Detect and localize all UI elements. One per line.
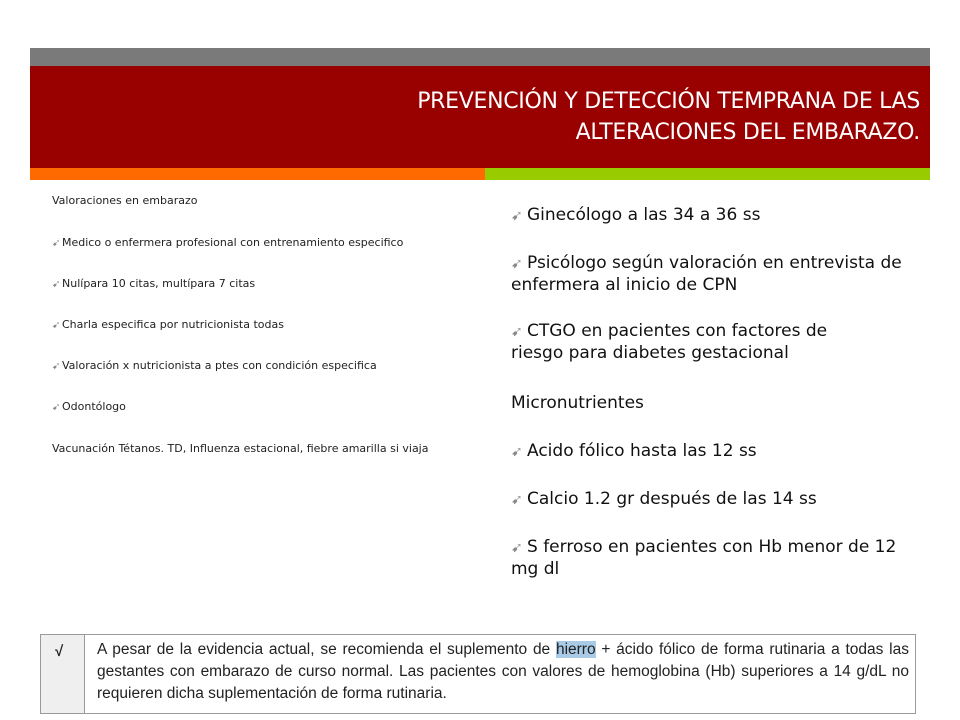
list-item [52, 237, 452, 250]
left-item-text: Odontólogo [62, 400, 126, 413]
slide-title [360, 86, 920, 148]
right-item-text: Calcio 1.2 gr después de las 14 ss [527, 489, 817, 509]
arrow-bullet-icon: ➹ [511, 208, 523, 224]
left-item-text: Valoración x nutricionista a ptes con condición especifica [62, 359, 377, 372]
list-item [511, 253, 906, 296]
list-item [511, 393, 911, 414]
title-line-1: PREVENCIÓN Y DETECCIÓN TEMPRANA DE LAS [417, 89, 920, 114]
left-item-text: Charla especifica por nutricionista todas [62, 318, 284, 331]
list-item [52, 195, 452, 207]
list-item [511, 321, 871, 364]
right-item-text: Micronutrientes [511, 393, 644, 413]
arrow-bullet-icon: ➹ [52, 238, 61, 249]
arrow-bullet-icon: ➹ [511, 540, 523, 556]
left-item-text: Vacunación Tétanos. TD, Influenza estacional, fiebre amarilla si viaja [52, 442, 429, 455]
highlighted-word: hierro [555, 641, 596, 658]
list-item [511, 489, 911, 511]
list-item [52, 401, 452, 414]
orange-stripe [30, 168, 485, 180]
list-item [52, 319, 452, 332]
left-item-text: Nulípara 10 citas, multípara 7 citas [62, 277, 256, 290]
right-item-text: S ferroso en pacientes con Hb menor de 12 mg dl [511, 537, 897, 579]
left-item-text: Valoraciones en embarazo [52, 194, 198, 207]
recommendation-text [97, 639, 909, 705]
arrow-bullet-icon: ➹ [52, 320, 61, 331]
green-stripe [485, 168, 930, 180]
title-banner [30, 66, 930, 168]
list-item [52, 443, 432, 455]
arrow-bullet-icon: ➹ [52, 279, 61, 290]
arrow-bullet-icon: ➹ [511, 256, 523, 272]
recommendation-box [40, 634, 916, 714]
right-item-text: Acido fólico hasta las 12 ss [527, 441, 757, 461]
right-item-text: Ginecólogo a las 34 a 36 ss [527, 205, 761, 225]
note-text-after: + ácido fólico de forma rutinaria a todas las gestantes con embarazo de curso normal. Las pacientes con valores de hemoglobina (Hb) superiores a 14 g/dL no requieren dicha suplementación de forma rutinaria. [97, 641, 909, 702]
top-gray-bar [30, 48, 930, 66]
note-text-before: A pesar de la evidencia actual, se recomienda el suplemento de [97, 641, 556, 658]
right-item-text: Psicólogo según valoración en entrevista de enfermera al inicio de CPN [511, 253, 902, 295]
arrow-bullet-icon: ➹ [52, 402, 61, 413]
list-item [511, 441, 911, 463]
left-item-text: Medico o enfermera profesional con entrenamiento especifico [62, 236, 404, 249]
list-item [511, 205, 911, 227]
arrow-bullet-icon: ➹ [511, 444, 523, 460]
check-cell [41, 635, 85, 713]
arrow-bullet-icon: ➹ [52, 361, 61, 372]
arrow-bullet-icon: ➹ [511, 492, 523, 508]
list-item [52, 360, 452, 373]
list-item [511, 537, 906, 580]
check-mark-icon: √ [55, 643, 64, 660]
title-line-2: ALTERACIONES DEL EMBARAZO. [575, 120, 920, 145]
list-item [52, 278, 452, 291]
right-item-text: CTGO en pacientes con factores de riesgo para diabetes gestacional [511, 321, 828, 363]
arrow-bullet-icon: ➹ [511, 324, 523, 340]
